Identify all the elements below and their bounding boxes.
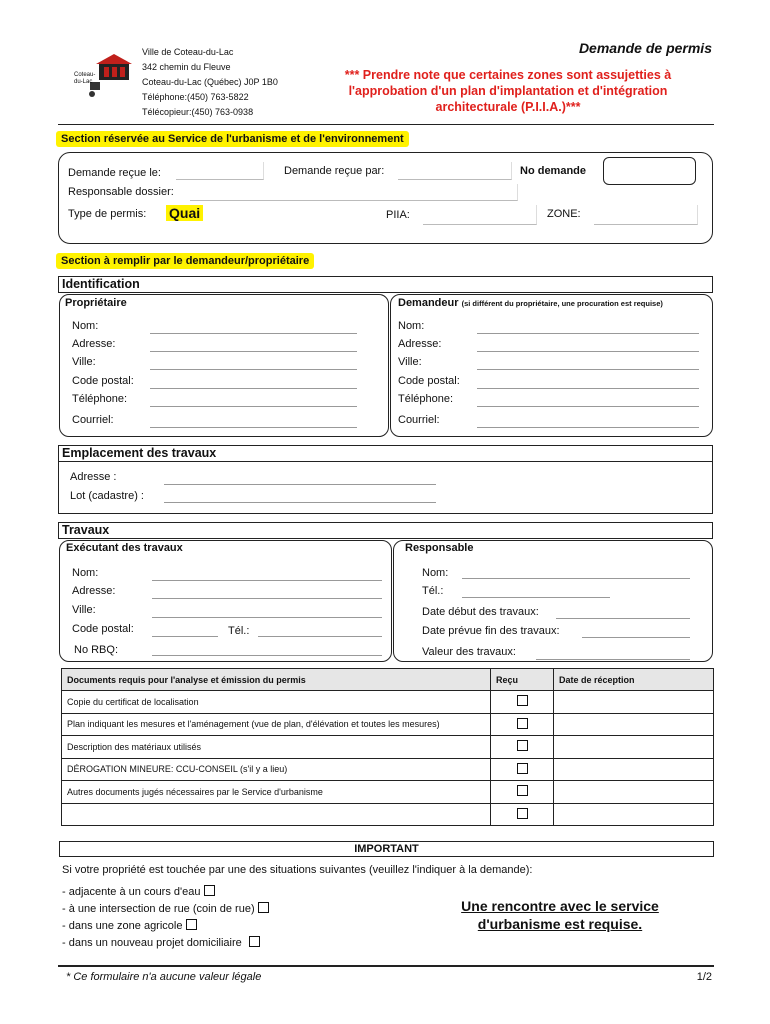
owner-field-label: Ville: [72,356,96,368]
important-title: IMPORTANT [354,843,419,855]
reception-date-cell[interactable] [554,781,714,804]
form-title: Demande de permis [578,40,712,56]
owner-field-label: Code postal: [72,375,134,387]
documents-table [61,668,714,826]
important-item [62,901,269,918]
document-name: Copie du certificat de localisation [62,691,491,714]
footer-disclaimer: * Ce formulaire n'a aucune valeur légale [66,971,262,983]
important-item [62,918,269,935]
col-documents: Documents requis pour l'analyse et émission du permis [62,669,491,691]
important-item-text: - dans un nouveau projet domiciliaire [62,937,242,949]
executor-rbq-label: No RBQ: [74,644,119,656]
col-reception-date: Date de réception [554,669,714,691]
location-box [58,462,713,514]
owner-field-input[interactable] [150,406,357,407]
applicant-section-heading: Section à remplir par le demandeur/propriétaire [56,253,314,269]
zone-field[interactable] [594,205,698,225]
owner-field-input[interactable] [150,388,357,389]
received-cell [491,691,554,714]
piia-notice-line: *** Prendre note que certaines zones sont assujetties à [344,68,672,82]
owner-field-input[interactable] [150,333,357,334]
location-lot-label: Lot (cadastre) : [70,490,144,502]
piia-notice-line: architecturale (P.I.I.A.)*** [435,100,581,114]
executor-postal-field[interactable] [152,636,218,637]
owner-field-label: Adresse: [72,338,116,350]
identification-header [58,276,713,293]
received-checkbox[interactable] [517,740,528,751]
request-no-label: No demande [520,165,587,177]
permit-type-value[interactable]: Quai [166,205,203,221]
applicant-field-label: Courriel: [398,414,440,426]
applicant-field-label: Nom: [398,320,425,332]
owner-field-input[interactable] [150,369,357,370]
applicant-field-label: Téléphone: [398,393,454,405]
address-line: Ville de Coteau-du-Lac [142,47,234,57]
works-responsible-box [393,540,713,662]
address-line: 342 chemin du Fleuve [142,62,231,72]
important-item [62,884,269,901]
received-cell [491,803,554,826]
applicant-field-label: Ville: [398,356,422,368]
received-date-label: Demande reçue le: [68,167,161,179]
received-checkbox[interactable] [517,763,528,774]
city-logo [74,52,136,102]
identification-title: Identification [62,277,140,291]
executor-name-field[interactable] [152,580,382,581]
received-cell [491,781,554,804]
reception-date-cell[interactable] [554,758,714,781]
received-cell [491,713,554,736]
applicant-field-input[interactable] [477,406,699,407]
document-name: DÉROGATION MINEURE: CCU-CONSEIL (s'il y a lieu) [62,758,491,781]
applicant-field-input[interactable] [477,388,699,389]
reception-date-cell[interactable] [554,713,714,736]
location-title: Emplacement des travaux [62,446,217,460]
checkbox[interactable] [258,902,269,913]
documents-body [62,691,714,826]
page-number: 1/2 [696,971,712,983]
received-checkbox[interactable] [517,695,528,706]
meeting-notice-line: d'urbanisme est requise. [477,916,643,932]
works-resp-tel-field[interactable] [462,597,610,598]
responsible-label: Responsable dossier: [68,186,174,198]
document-row [62,691,714,714]
address-line: Téléphone:(450) 763-5822 [142,92,249,102]
reception-date-cell[interactable] [554,803,714,826]
checkbox[interactable] [186,919,197,930]
address-line: Coteau-du-Lac (Québec) J0P 1B0 [142,77,278,87]
permit-type-label: Type de permis: [68,208,147,220]
piia-notice-line: l'approbation d'un plan d'implantation et d'intégration [348,84,668,98]
received-cell [491,758,554,781]
important-item-text: - à une intersection de rue (coin de rue) [62,903,255,915]
piia-notice [308,67,708,115]
works-resp-name-field[interactable] [462,578,690,579]
works-value-field[interactable] [536,659,690,660]
document-name: Description des matériaux utilisés [62,736,491,759]
applicant-field-input[interactable] [477,369,699,370]
works-start-field[interactable] [556,618,690,619]
location-address-label: Adresse : [70,471,117,483]
applicant-field-label: Adresse: [398,338,442,350]
received-by-label: Demande reçue par: [284,165,385,177]
piia-label: PIIA: [386,209,410,221]
important-intro: Si votre propriété est touchée par une des situations suivantes (veuillez l'indiquer à la demande): [62,864,533,876]
received-checkbox[interactable] [517,718,528,729]
applicant-title-text: Demandeur [398,297,459,309]
works-title: Travaux [62,523,110,537]
document-row [62,736,714,759]
owner-field-input[interactable] [150,427,357,428]
applicant-field-input[interactable] [477,427,699,428]
document-name: Autres documents jugés nécessaires par le Service d'urbanisme [62,781,491,804]
works-start-label: Date début des travaux: [422,606,539,618]
owner-title: Propriétaire [65,297,127,309]
applicant-field-input[interactable] [477,351,699,352]
document-row [62,713,714,736]
piia-field[interactable] [423,205,537,225]
address-line: Télécopieur:(450) 763-0938 [142,107,254,117]
zone-label: ZONE: [547,208,581,220]
document-row [62,803,714,826]
logo-label: Coteau-du-Lac [74,72,96,85]
responsible-field[interactable] [190,184,518,201]
document-row [62,781,714,804]
documents-header-row [62,669,714,691]
reception-date-cell[interactable] [554,736,714,759]
applicant-field-input[interactable] [477,333,699,334]
received-cell [491,736,554,759]
executor-name-label: Nom: [72,567,99,579]
applicant-note: (si différent du propriétaire, une procuration est requise) [461,299,663,308]
executor-city-label: Ville: [72,604,96,616]
works-end-field[interactable] [582,637,690,638]
important-item-text: - dans une zone agricole [62,920,183,932]
applicant-title [398,297,663,309]
owner-field-input[interactable] [150,351,357,352]
request-no-field[interactable] [603,157,696,185]
received-by-field[interactable] [398,162,512,180]
document-name: Plan indiquant les mesures et l'aménagement (vue de plan, d'élévation et toutes les mesures) [62,713,491,736]
important-item-text: - adjacente à un cours d'eau [62,886,201,898]
applicant-field-label: Code postal: [398,375,460,387]
received-checkbox[interactable] [517,808,528,819]
received-checkbox[interactable] [517,785,528,796]
reception-date-cell[interactable] [554,691,714,714]
executor-address-field[interactable] [152,598,382,599]
header-divider [58,124,714,125]
office-section-heading: Section réservée au Service de l'urbanisme et de l'environnement [56,131,409,147]
important-header [59,841,714,857]
city-address [142,45,278,120]
location-lot-field[interactable] [164,502,436,503]
owner-field-label: Courriel: [72,414,114,426]
works-resp-tel-label: Tél.: [422,585,444,597]
checkbox[interactable] [204,885,215,896]
executor-rbq-field[interactable] [152,655,382,656]
important-list [62,884,269,952]
executor-postal-label: Code postal: [72,623,134,635]
executor-address-label: Adresse: [72,585,116,597]
works-value-label: Valeur des travaux: [422,646,516,658]
meeting-notice-line: Une rencontre avec le service [461,898,659,914]
works-resp-name-label: Nom: [422,567,449,579]
document-row [62,758,714,781]
location-address-field[interactable] [164,484,436,485]
executor-tel-field[interactable] [258,636,382,637]
executor-title: Exécutant des travaux [66,542,183,554]
works-responsible-title: Responsable [405,542,474,554]
meeting-notice [440,897,680,933]
received-date-field[interactable] [176,162,264,180]
executor-city-field[interactable] [152,617,382,618]
footer-divider [58,965,714,967]
works-end-label: Date prévue fin des travaux: [422,625,560,637]
checkbox[interactable] [249,936,260,947]
location-header [58,445,713,462]
document-name [62,803,491,826]
owner-field-label: Nom: [72,320,99,332]
owner-field-label: Téléphone: [72,393,128,405]
executor-tel-label: Tél.: [228,625,250,637]
important-item [62,935,269,952]
works-header [58,522,713,539]
col-received: Reçu [491,669,554,691]
